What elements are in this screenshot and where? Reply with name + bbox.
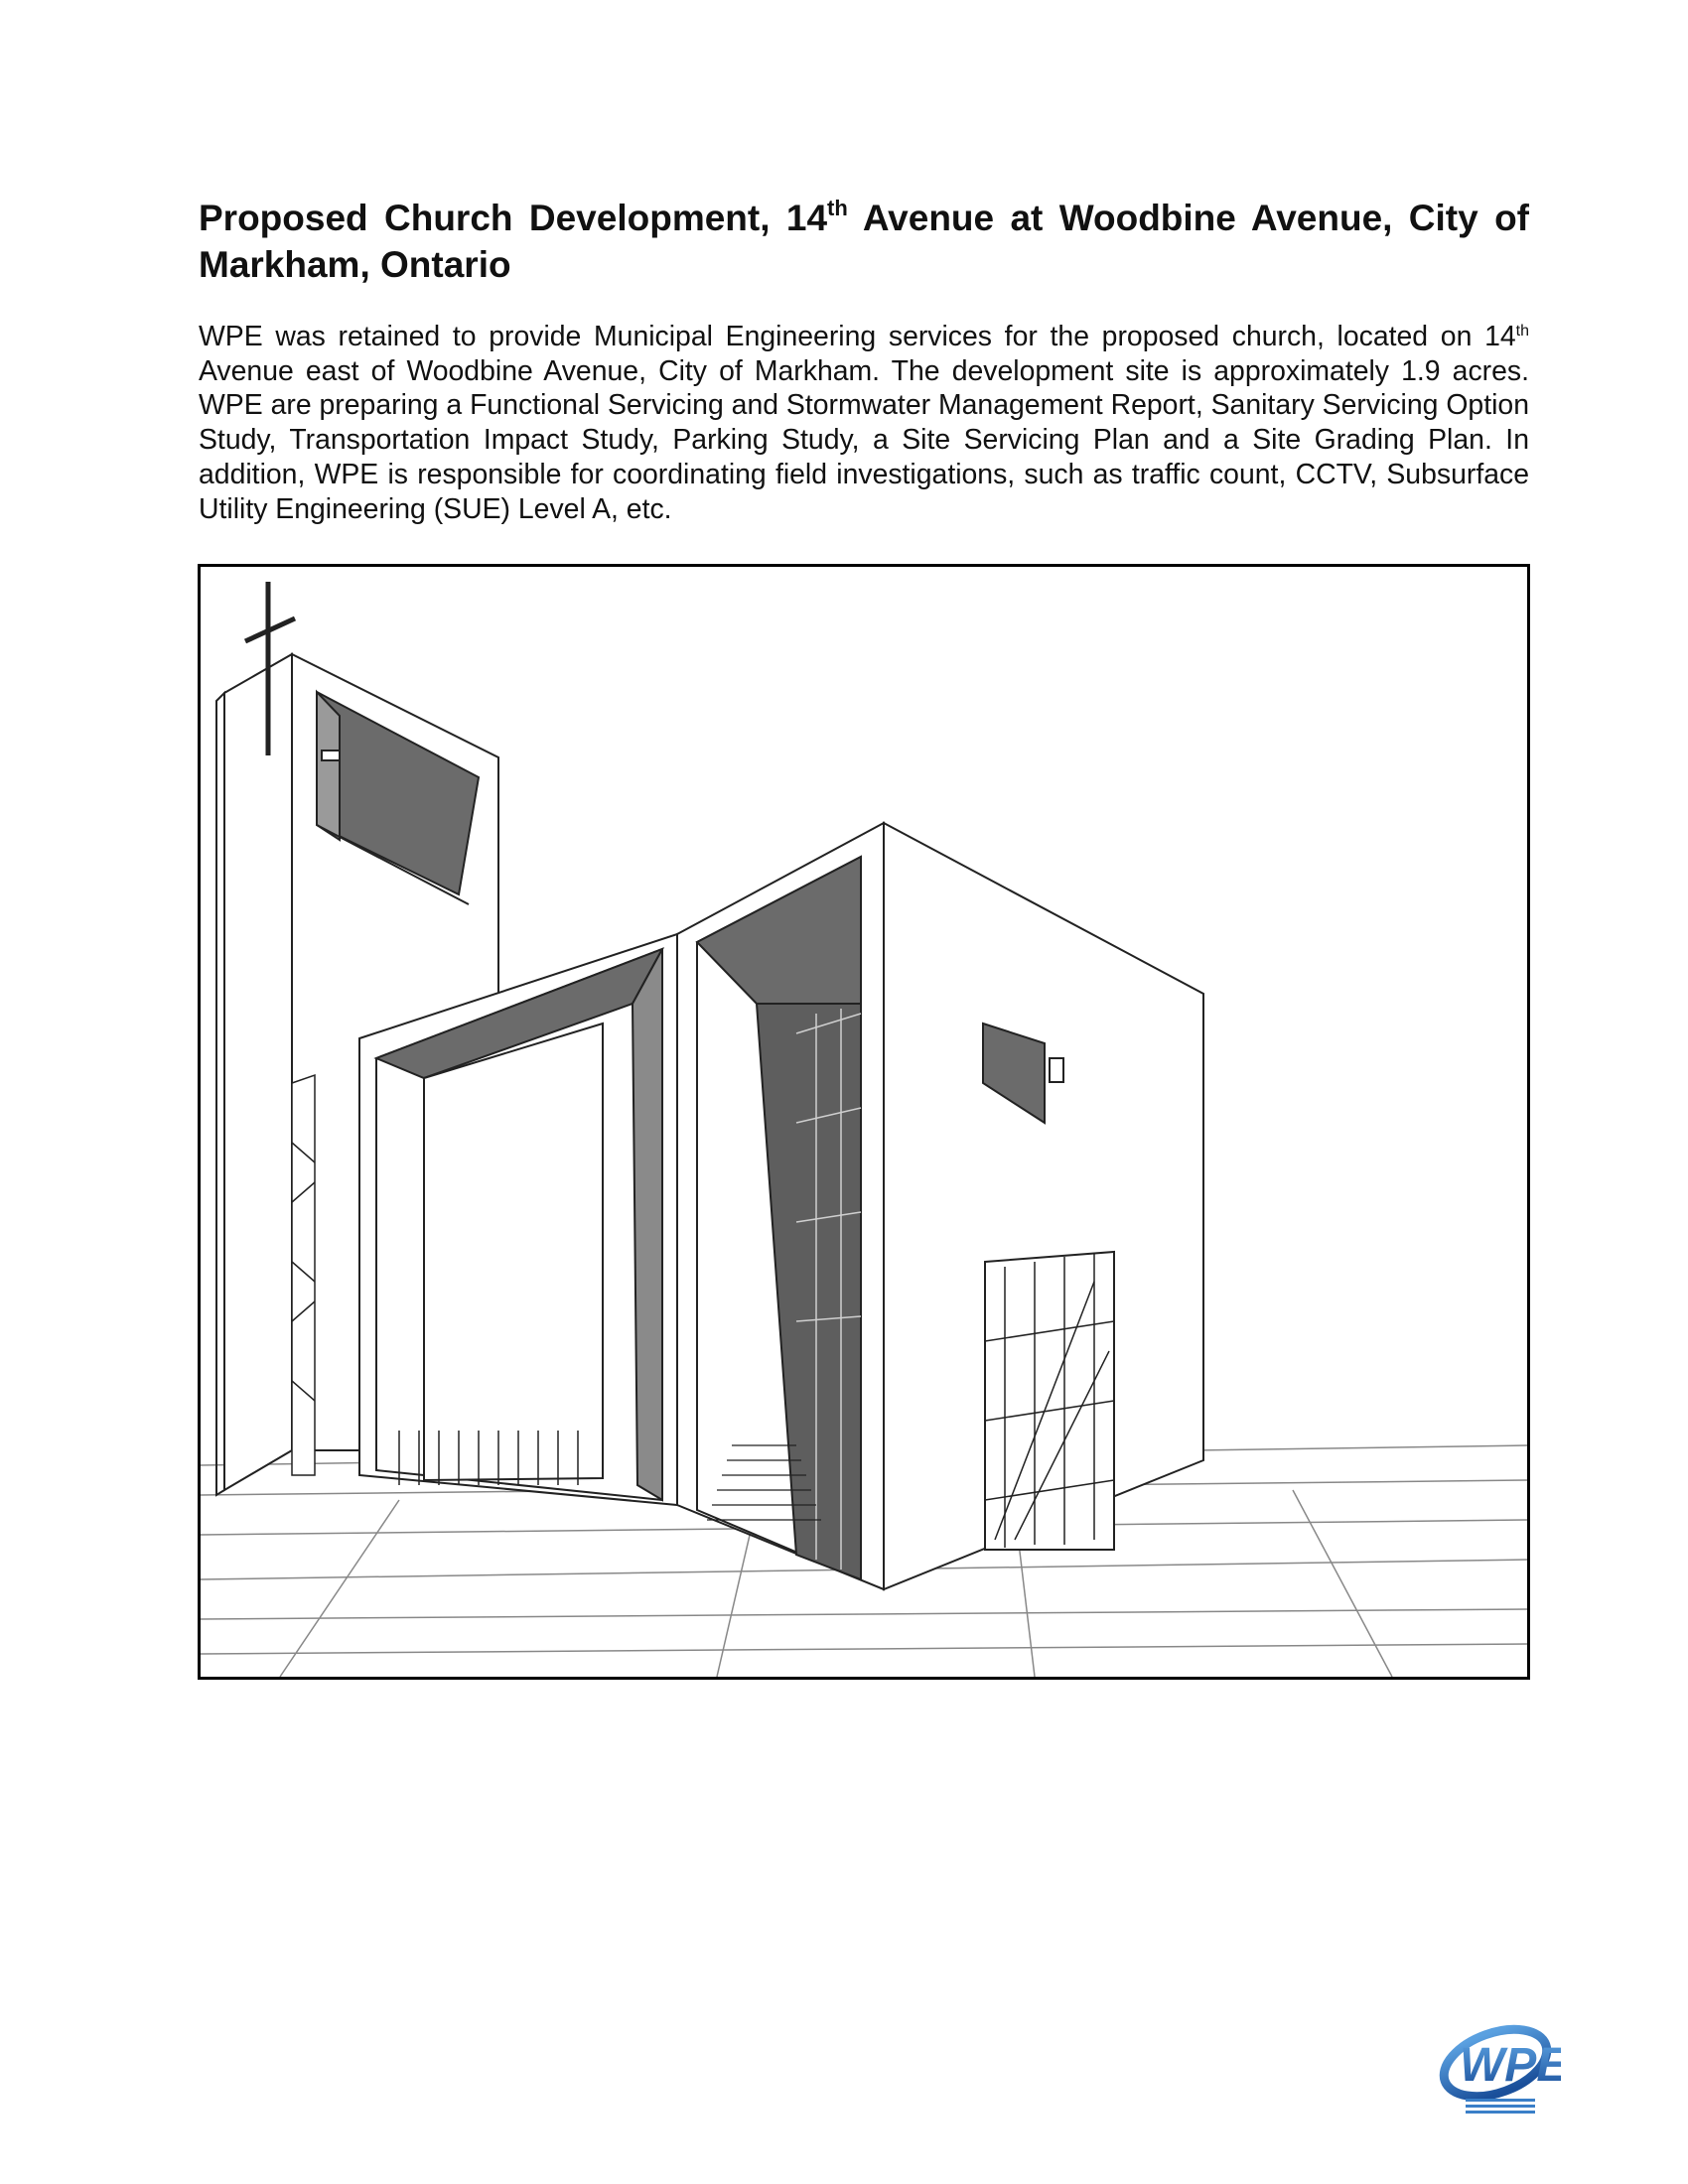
description-text: WPE was retained to provide Municipal Engineering services for the proposed church, located on 14 (199, 321, 1516, 352)
project-description (199, 320, 1529, 526)
title-text: Proposed Church Development, 14 (199, 198, 828, 238)
description-superscript: th (1515, 323, 1529, 340)
title-superscript: th (827, 196, 848, 220)
page-title (199, 195, 1529, 288)
title-text-cont: Avenue at Woodbine Avenue, City of Markham, Ontario (199, 198, 1529, 285)
wpe-logo (1438, 2003, 1561, 2115)
wpe-logo-mark (1438, 2003, 1561, 2115)
description-text-cont: Avenue east of Woodbine Avenue, City of Markham. The development site is approximately 1.9 acres. WPE are preparing a Functional Servicing and Stormwater Management Report, Sanitary Servicing Option Study, Transportation Impact Study, Parking Study, a Site Servicing Plan and a Site Grading Plan. In addition, WPE is responsible for coordinating field investigations, such as traffic count, CCTV, Subsurface Utility Engineering (SUE) Level A, etc. (199, 354, 1529, 525)
church-rendering (198, 564, 1530, 1680)
side-frame (292, 1075, 315, 1475)
wpe-logo-text: WPE (1460, 2039, 1561, 2092)
church-illustration (201, 567, 1527, 1677)
